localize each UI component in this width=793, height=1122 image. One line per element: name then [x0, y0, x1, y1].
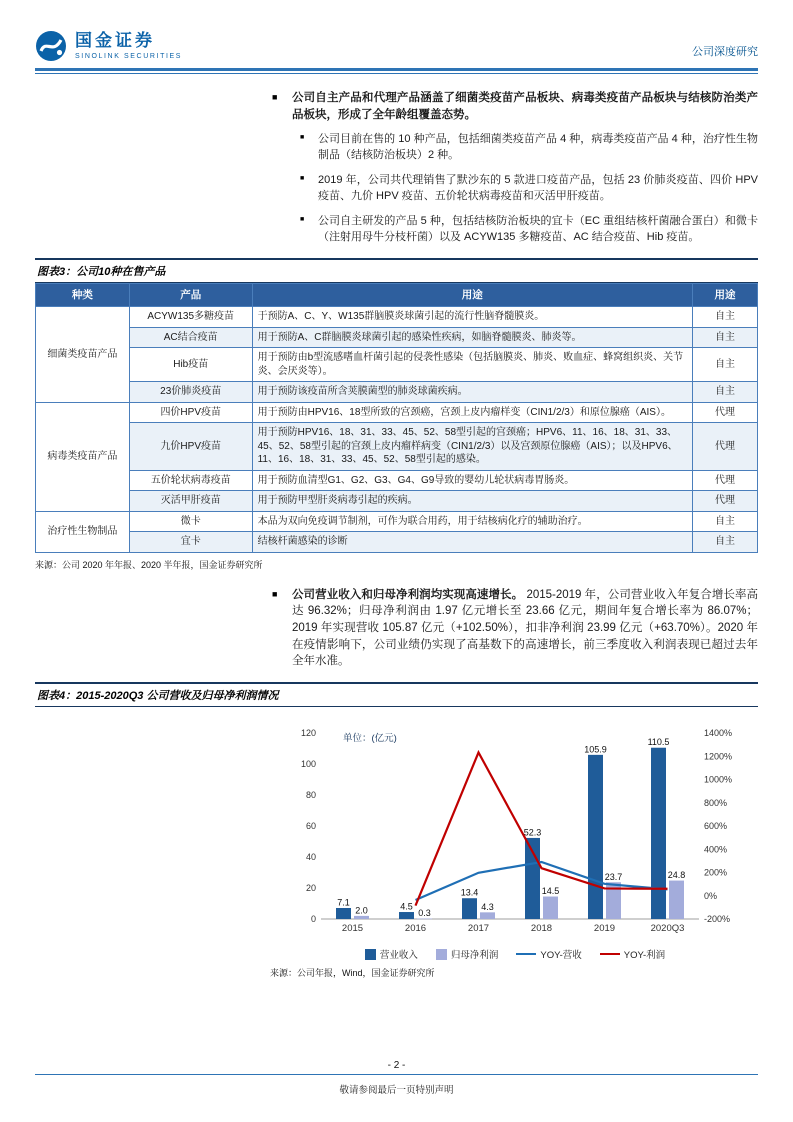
legend-swatch [436, 949, 447, 960]
svg-text:0.3: 0.3 [418, 908, 431, 919]
product-table-head-row [36, 283, 758, 306]
page-number: - 2 - [387, 1060, 406, 1071]
page-footer [35, 1060, 758, 1096]
svg-text:0%: 0% [704, 890, 718, 901]
footer-rule [35, 1074, 758, 1075]
page-content [0, 90, 793, 979]
table-row [36, 423, 758, 471]
sub-bullets [270, 132, 758, 246]
svg-text:60: 60 [305, 821, 316, 831]
column-header: 用途 [252, 283, 692, 306]
type-cell: 自主 [693, 511, 758, 532]
svg-text:120: 120 [300, 728, 316, 738]
revenue-bullet-lead: 公司营业收入和归母净利润均实现高速增长。 [292, 588, 524, 601]
category-cell: 治疗性生物制品 [36, 511, 130, 552]
legend-line-sample [600, 953, 620, 955]
brand [35, 30, 182, 62]
sub-bullet-text: 公司目前在售的 10 种产品，包括细菌类疫苗产品 4 种，病毒类疫苗产品 4 种，治疗性生物制品（结核防治板块）2 种。 [318, 133, 758, 162]
svg-text:2015: 2015 [341, 923, 364, 934]
svg-text:2.0: 2.0 [355, 905, 368, 916]
chart-canvas [275, 721, 755, 944]
figure4-title: 图表4：2015-2020Q3 公司营收及归母净利润情况 [35, 682, 758, 707]
column-header: 产品 [129, 283, 252, 306]
svg-text:2019: 2019 [593, 923, 616, 934]
lead-bullet [270, 90, 758, 123]
use-cell: 用于预防由b型流感嗜血杆菌引起的侵袭性感染（包括脑膜炎、肺炎、败血症、蜂窝组织炎、关节炎、会厌炎等）。 [252, 348, 692, 382]
bar-归母净利润 [480, 912, 495, 919]
brand-subtitle: SINOLINK SECURITIES [75, 52, 183, 60]
footer-disclaimer: 敬请参阅最后一页特别声明 [339, 1085, 454, 1096]
brand-logo-icon [35, 30, 67, 62]
type-cell: 代理 [693, 423, 758, 471]
legend-item [365, 947, 418, 961]
column-header: 用途 [693, 283, 758, 306]
bar-归母净利润 [543, 897, 558, 919]
type-cell: 自主 [693, 307, 758, 328]
lead-bullet-text: 公司自主产品和代理产品涵盖了细菌类疫苗产品板块、病毒类疫苗产品板块与结核防治类产品板块，形成了全年龄组覆盖态势。 [292, 92, 758, 121]
svg-text:40: 40 [305, 852, 316, 862]
svg-text:100: 100 [300, 759, 316, 769]
bar-营业收入 [462, 898, 477, 919]
sub-bullet-text: 公司自主研发的产品 5 种，包括结核防治板块的宜卡（EC 重组结核杆菌融合蛋白）和微卡（注射用母牛分枝杆菌）以及 ACYW135 多糖疫苗、AC 结合疫苗、Hib 疫苗。 [318, 215, 758, 244]
type-cell: 自主 [693, 532, 758, 553]
product-cell: 九价HPV疫苗 [129, 423, 252, 471]
type-cell: 代理 [693, 402, 758, 423]
product-cell: ACYW135多糖疫苗 [129, 307, 252, 328]
header-rule-thick [35, 68, 758, 71]
column-header: 种类 [36, 283, 130, 306]
chart-legend [275, 947, 755, 961]
svg-text:0: 0 [310, 914, 316, 924]
table-row [36, 511, 758, 532]
svg-text:600%: 600% [704, 821, 728, 831]
product-cell: 宜卡 [129, 532, 252, 553]
chart-svg [275, 721, 755, 939]
use-cell: 用于预防由HPV16、18型所致的宫颈癌，宫颈上皮内瘤样变（CIN1/2/3）和原位腺癌（AIS）。 [252, 402, 692, 423]
svg-text:单位：(亿元): 单位：(亿元) [343, 733, 397, 744]
svg-text:200%: 200% [704, 867, 728, 878]
use-cell: 用于预防该疫苗所含荚膜菌型的肺炎球菌疾病。 [252, 382, 692, 403]
product-table [35, 283, 758, 553]
bar-归母净利润 [417, 919, 432, 920]
table-row [36, 491, 758, 512]
svg-text:800%: 800% [704, 797, 728, 808]
svg-text:1000%: 1000% [704, 774, 733, 785]
svg-text:2018: 2018 [530, 923, 553, 934]
header-rule-thin [35, 73, 758, 74]
figure3-source: 来源：公司 2020 年年报、2020 半年报，国金证券研究所 [35, 559, 263, 570]
legend-swatch [365, 949, 376, 960]
figure4-source: 来源：公司年报，Wind，国金证券研究所 [270, 968, 435, 978]
figure3-title: 图表3：公司10种在售产品 [35, 258, 758, 283]
svg-text:52.3: 52.3 [523, 827, 542, 838]
product-table-body [36, 307, 758, 553]
svg-text:2020Q3: 2020Q3 [650, 923, 685, 934]
brand-name: 国金证券 [75, 31, 155, 51]
product-cell: AC结合疫苗 [129, 327, 252, 348]
svg-text:23.7: 23.7 [604, 871, 623, 882]
bullet-marker: ■ [300, 134, 305, 142]
bar-营业收入 [399, 912, 414, 919]
use-cell: 用于预防HPV16、18、31、33、45、52、58型引起的宫颈癌；HPV6、11、16、18、31、33、45、52、58型引起的宫颈上皮内瘤样病变（CIN1/2/3）以及宫颈原位腺癌（AIS）；以及HPV6、11、16、18、31、33、45、52、58型引起的感染。 [252, 423, 692, 471]
table-row [36, 382, 758, 403]
legend-label: YOY-利润 [623, 950, 666, 961]
text-column-2 [270, 587, 758, 670]
svg-text:2016: 2016 [404, 923, 427, 934]
product-cell: 五价轮状病毒疫苗 [129, 470, 252, 491]
bar-营业收入 [336, 908, 351, 919]
sub-bullet [298, 214, 758, 246]
product-cell: Hib疫苗 [129, 348, 252, 382]
category-cell: 细菌类疫苗产品 [36, 307, 130, 403]
legend-line-sample [516, 953, 536, 955]
table-row [36, 307, 758, 328]
type-cell: 代理 [693, 470, 758, 491]
legend-item [436, 947, 499, 961]
report-type-label: 公司深度研究 [692, 46, 758, 58]
use-cell: 用于预防甲型肝炎病毒引起的疾病。 [252, 491, 692, 512]
svg-text:1400%: 1400% [704, 728, 733, 738]
svg-text:4.5: 4.5 [400, 901, 413, 912]
page-header [0, 0, 793, 68]
use-cell: 用于预防血清型G1、G2、G3、G4、G9导致的婴幼儿轮状病毒胃肠炎。 [252, 470, 692, 491]
svg-text:7.1: 7.1 [337, 897, 350, 908]
brand-text [75, 32, 182, 60]
bar-归母净利润 [354, 916, 369, 919]
text-column [270, 90, 758, 246]
svg-text:14.5: 14.5 [541, 886, 560, 897]
legend-label: YOY-营收 [540, 950, 582, 961]
table-row [36, 327, 758, 348]
sub-bullet [298, 132, 758, 164]
legend-item [600, 947, 665, 961]
revenue-bullet [270, 587, 758, 670]
svg-text:-200%: -200% [704, 914, 731, 924]
product-cell: 灭活甲肝疫苗 [129, 491, 252, 512]
table-row [36, 470, 758, 491]
table-row [36, 348, 758, 382]
svg-text:80: 80 [305, 790, 316, 800]
svg-text:1200%: 1200% [704, 751, 733, 762]
legend-label: 营业收入 [379, 950, 418, 961]
bullet-marker: ■ [272, 92, 278, 102]
use-cell: 本品为双向免疫调节制剂，可作为联合用药，用于结核病化疗的辅助治疗。 [252, 511, 692, 532]
svg-text:110.5: 110.5 [647, 737, 670, 748]
svg-text:4.3: 4.3 [481, 901, 494, 912]
type-cell: 自主 [693, 382, 758, 403]
bullet-marker: ■ [300, 216, 305, 224]
product-cell: 四价HPV疫苗 [129, 402, 252, 423]
bar-营业收入 [588, 755, 603, 919]
svg-text:105.9: 105.9 [584, 744, 607, 755]
bar-营业收入 [651, 748, 666, 919]
use-cell: 于预防A、C、Y、W135群脑膜炎球菌引起的流行性脑脊髓膜炎。 [252, 307, 692, 328]
use-cell: 结核杆菌感染的诊断 [252, 532, 692, 553]
legend-item [516, 947, 581, 961]
type-cell: 代理 [693, 491, 758, 512]
svg-text:2017: 2017 [467, 923, 490, 934]
bar-归母净利润 [669, 881, 684, 919]
type-cell: 自主 [693, 327, 758, 348]
product-cell: 23价肺炎疫苗 [129, 382, 252, 403]
svg-text:24.8: 24.8 [667, 870, 686, 881]
type-cell: 自主 [693, 348, 758, 382]
bullet-marker: ■ [272, 588, 278, 599]
table-row [36, 532, 758, 553]
svg-text:400%: 400% [704, 844, 728, 855]
revenue-bullet-text: 2015-2019 年，公司营业收入年复合增长率高达 96.32%；归母净利润由 1.97 亿元增长至 23.66 亿元，期间年复合增长率为 86.07%；2019 年实现营收 105.87 亿元（+102.50%），扣非净利润 23.99 亿元（+63.70%）。2020 年在疫情影响下，公司业绩仍实现了高基数下的高速增长，前三季度收入利润表现已超过去年全年水准。 [292, 588, 758, 668]
sub-bullet [298, 173, 758, 205]
table-row [36, 402, 758, 423]
revenue-profit-chart [275, 721, 755, 961]
product-cell: 微卡 [129, 511, 252, 532]
use-cell: 用于预防A、C群脑膜炎球菌引起的感染性疾病，如脑脊髓膜炎、肺炎等。 [252, 327, 692, 348]
bullet-marker: ■ [300, 175, 305, 183]
svg-text:13.4: 13.4 [460, 887, 479, 898]
category-cell: 病毒类疫苗产品 [36, 402, 130, 511]
svg-text:20: 20 [305, 883, 316, 893]
sub-bullet-text: 2019 年，公司共代理销售了默沙东的 5 款进口疫苗产品，包括 23 价肺炎疫苗、四价 HPV 疫苗、九价 HPV 疫苗、五价轮状病毒疫苗和灭活甲肝疫苗。 [318, 174, 758, 203]
legend-label: 归母净利润 [450, 950, 499, 961]
